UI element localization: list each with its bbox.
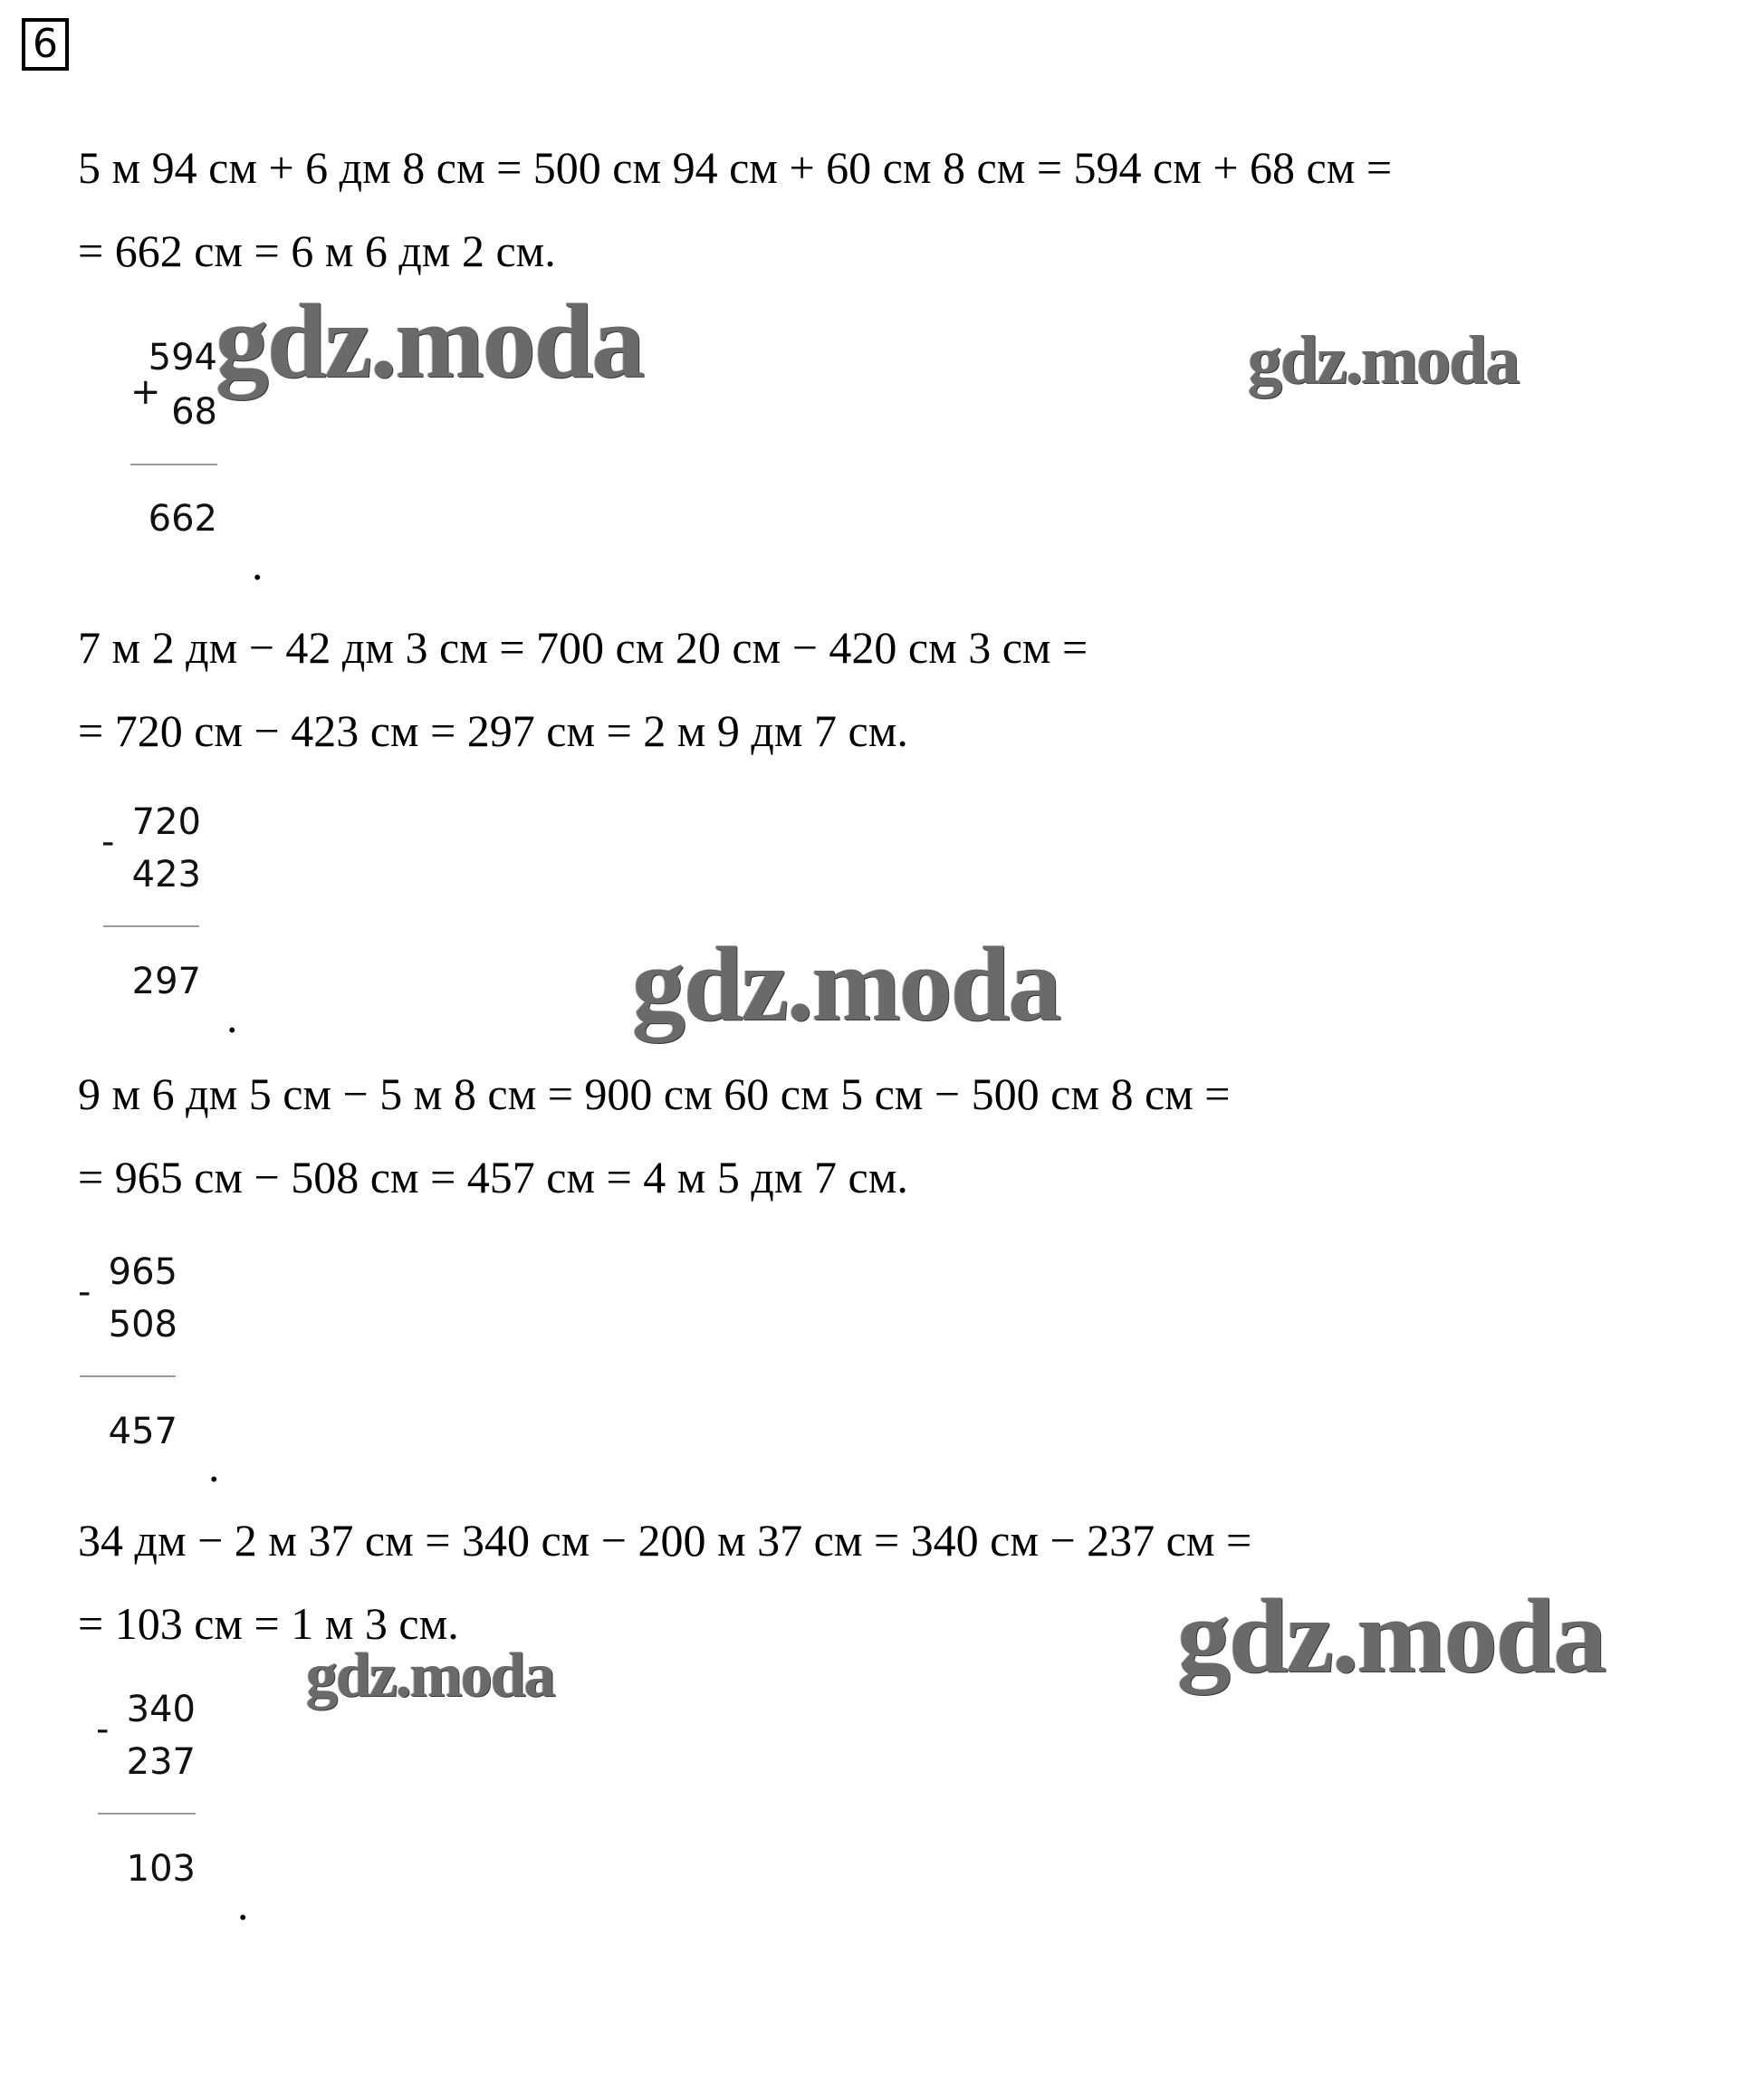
column-result-bar (103, 925, 199, 927)
column-sign: - (78, 1271, 91, 1313)
equation-line-4a: 34 дм − 2 м 37 см = 340 см − 200 м 37 см = 340 см − 237 см = (78, 1515, 1252, 1566)
column-subtraction-3 (78, 1251, 177, 1452)
column-addition-1 (127, 337, 217, 540)
column-top-number: 965 (108, 1251, 177, 1293)
column-result-bar (130, 464, 217, 465)
equation-line-3b: = 965 см − 508 см = 457 см = 4 м 5 дм 7 см. (78, 1152, 908, 1202)
column-subtraction-2 (101, 801, 201, 1002)
trailing-dot: . (208, 1441, 220, 1491)
equation-line-2a: 7 м 2 дм − 42 дм 3 см = 700 см 20 см − 420 см 3 см = (78, 622, 1088, 673)
equation-line-4b: = 103 см = 1 м 3 см. (78, 1598, 459, 1649)
column-result-number: 662 (148, 498, 217, 540)
column-subtraction-4 (96, 1689, 196, 1890)
column-bottom-number: 237 (126, 1741, 196, 1783)
trailing-dot: . (252, 539, 264, 589)
column-result-bar (98, 1813, 196, 1815)
column-bottom-number: 68 (171, 391, 217, 433)
watermark-logo: gdz.moda (632, 924, 1060, 1043)
column-result-number: 103 (126, 1848, 196, 1890)
watermark-logo: gdz.moda (216, 282, 644, 400)
watermark-logo: gdz.moda (1248, 322, 1519, 398)
equation-line-2b: = 720 см − 423 см = 297 см = 2 м 9 дм 7 см. (78, 705, 908, 756)
column-sign: - (101, 821, 115, 863)
column-result-number: 457 (108, 1411, 177, 1452)
task-number-badge: 6 (22, 18, 69, 71)
watermark-logo: gdz.moda (306, 1641, 554, 1710)
column-top-number: 720 (131, 801, 201, 843)
trailing-dot: . (226, 991, 238, 1042)
column-result-bar (80, 1375, 176, 1377)
trailing-dot: . (237, 1879, 249, 1930)
column-top-number: 340 (126, 1689, 196, 1730)
equation-line-3a: 9 м 6 дм 5 см − 5 м 8 см = 900 см 60 см 5 см − 500 см 8 см = (78, 1068, 1231, 1119)
equation-line-1b: = 662 см = 6 м 6 дм 2 см. (78, 225, 556, 276)
column-bottom-number: 508 (108, 1304, 177, 1346)
column-bottom-number: 423 (131, 854, 201, 896)
column-result-number: 297 (131, 961, 201, 1002)
column-top-number: 594 (148, 337, 217, 378)
equation-line-1a: 5 м 94 см + 6 дм 8 см = 500 см 94 см + 60 см 8 см = 594 см + 68 см = (78, 142, 1393, 193)
column-sign: - (96, 1709, 110, 1750)
column-sign: + (130, 371, 161, 413)
watermark-logo: gdz.moda (1177, 1576, 1606, 1695)
